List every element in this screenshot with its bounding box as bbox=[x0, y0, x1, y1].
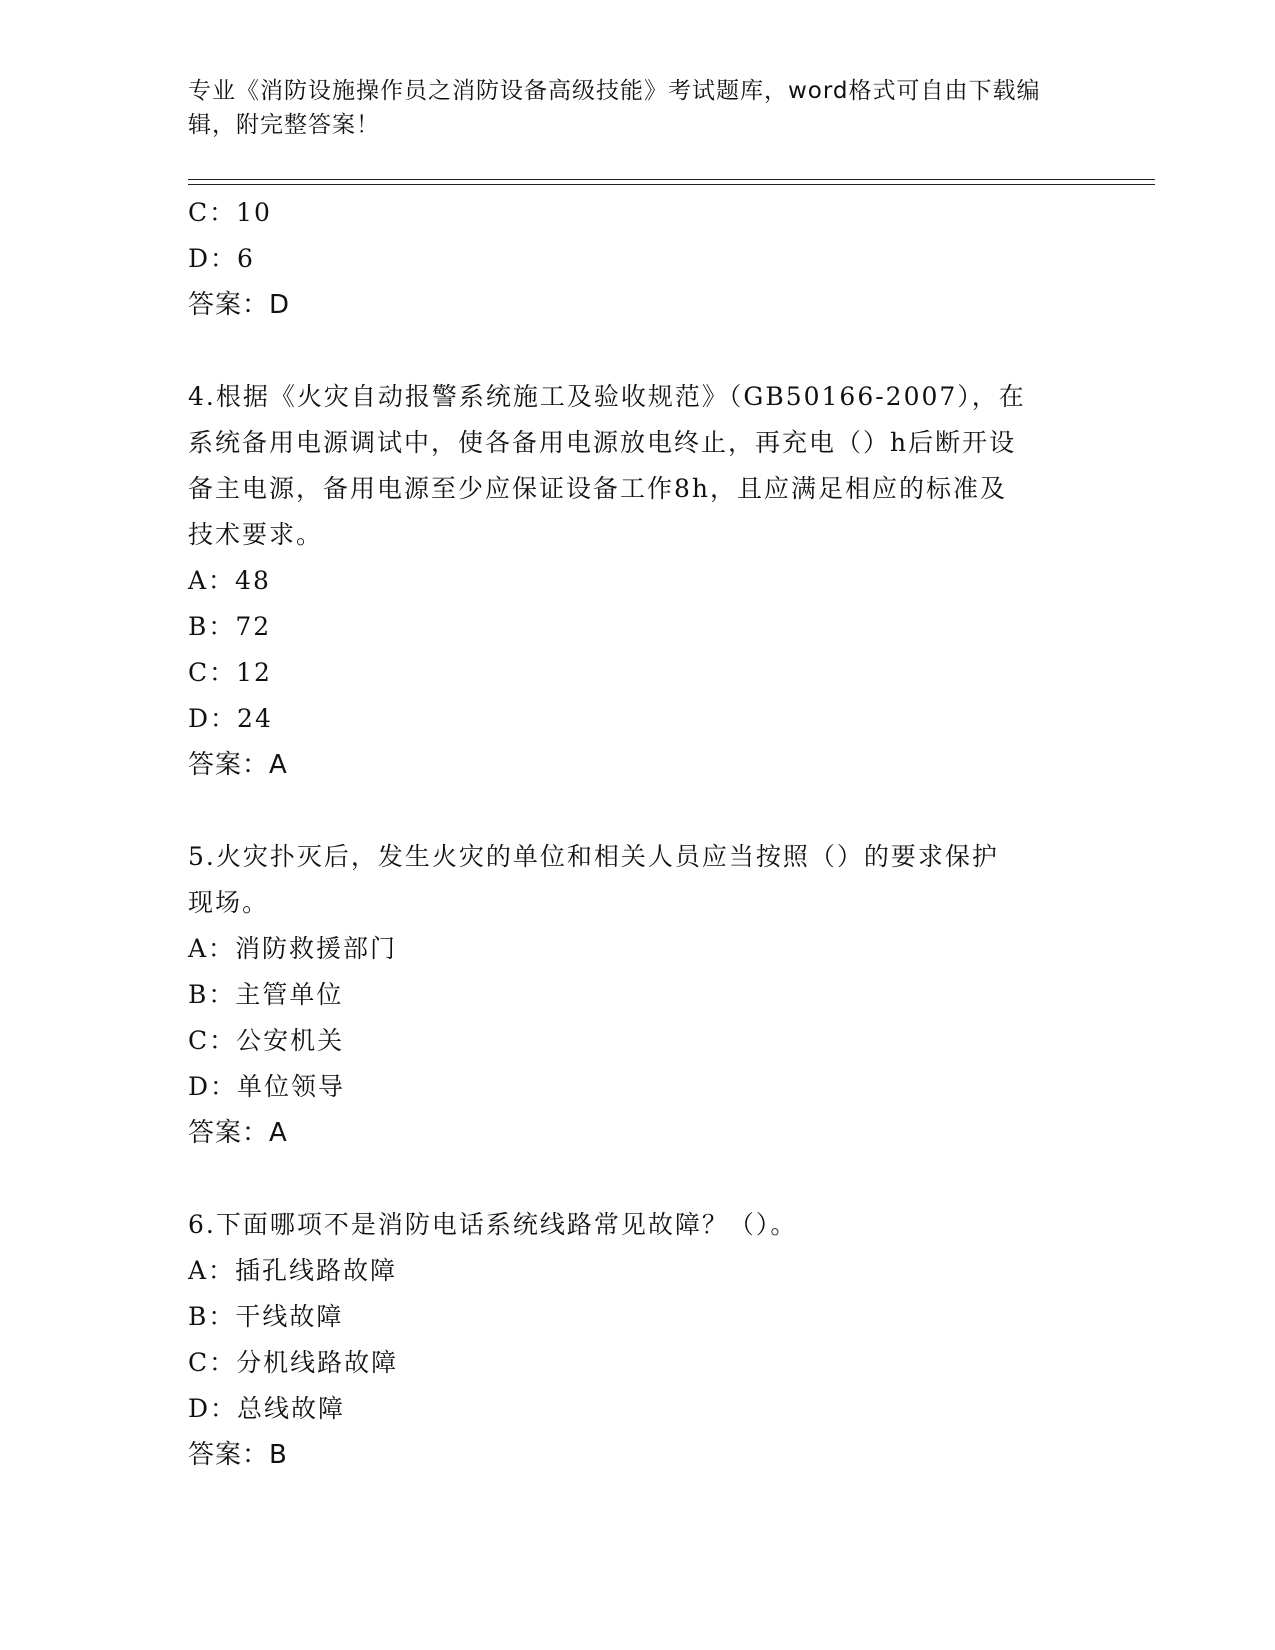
option-d: D：总线故障 bbox=[188, 1394, 346, 1423]
option-b: B：主管单位 bbox=[188, 980, 344, 1009]
question-text-line: 技术要求。 bbox=[188, 520, 324, 549]
header-line-2: 辑，附完整答案！ bbox=[188, 112, 380, 138]
header-divider-bottom bbox=[188, 184, 1155, 185]
option-c: C：公安机关 bbox=[188, 1026, 345, 1055]
option-d: D：6 bbox=[188, 244, 255, 273]
option-b: B：干线故障 bbox=[188, 1302, 344, 1331]
question-5 bbox=[188, 834, 1088, 1156]
answer-line: 答案：A bbox=[188, 750, 288, 780]
option-b: B：72 bbox=[188, 612, 272, 641]
option-d: D：24 bbox=[188, 704, 273, 733]
question-text-line: 现场。 bbox=[188, 888, 270, 917]
spacer bbox=[188, 1156, 1088, 1202]
spacer bbox=[188, 788, 1088, 834]
answer-line: 答案：B bbox=[188, 1440, 288, 1470]
question-list bbox=[188, 190, 1088, 1478]
header-divider-top bbox=[188, 179, 1155, 180]
question-text-line: 备主电源，备用电源至少应保证设备工作8h，且应满足相应的标准及 bbox=[188, 474, 1008, 503]
question-4 bbox=[188, 374, 1088, 788]
question-text-line: 6.下面哪项不是消防电话系统线路常见故障？（）。 bbox=[188, 1210, 798, 1239]
question-text-line: 系统备用电源调试中，使各备用电源放电终止，再充电（）h后断开设 bbox=[188, 428, 1017, 457]
answer-line: 答案：A bbox=[188, 1118, 288, 1148]
question-text-line: 5.火灾扑灭后，发生火灾的单位和相关人员应当按照（）的要求保护 bbox=[188, 842, 999, 871]
option-a: A：消防救援部门 bbox=[188, 934, 398, 963]
answer-line: 答案：D bbox=[188, 290, 291, 320]
option-d: D：单位领导 bbox=[188, 1072, 346, 1101]
question-6 bbox=[188, 1202, 1088, 1478]
option-c: C：分机线路故障 bbox=[188, 1348, 399, 1377]
option-c: C：10 bbox=[188, 198, 272, 227]
spacer bbox=[188, 328, 1088, 374]
header-line-1: 专业《消防设施操作员之消防设备高级技能》考试题库，word格式可自由下载编 bbox=[188, 78, 1041, 104]
document-header bbox=[188, 74, 1068, 142]
question-3-continued bbox=[188, 190, 1088, 328]
option-a: A：插孔线路故障 bbox=[188, 1256, 398, 1285]
option-a: A：48 bbox=[188, 566, 271, 595]
option-c: C：12 bbox=[188, 658, 272, 687]
question-text-line: 4.根据《火灾自动报警系统施工及验收规范》（GB50166-2007），在 bbox=[188, 382, 1026, 411]
